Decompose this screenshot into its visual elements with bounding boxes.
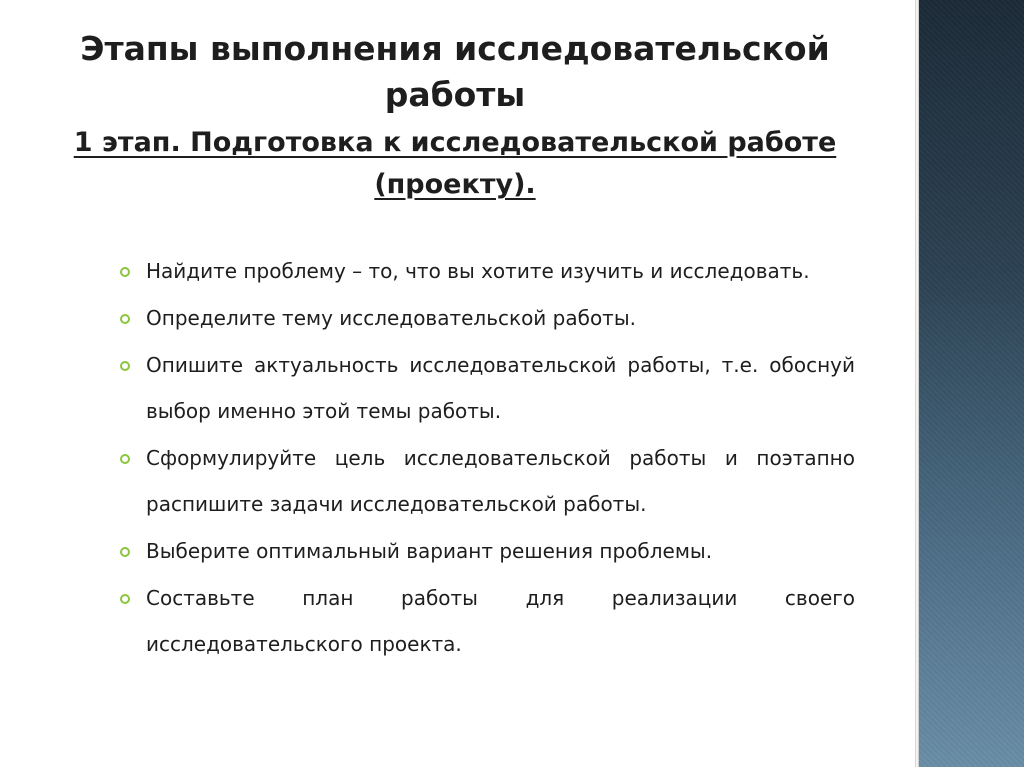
bullet-circle-icon [120, 361, 130, 371]
bullet-item [120, 295, 855, 341]
bullet-item [120, 528, 855, 574]
bullet-text: Найдите проблему – то, что вы хотите изучить и исследовать. [146, 259, 810, 283]
bullet-text: Составьте план работы для реализации своего исследовательского проекта. [146, 586, 855, 656]
bullet-circle-icon [120, 267, 130, 277]
bullet-list [120, 248, 855, 668]
slide-subtitle [40, 122, 870, 206]
bullet-text: Опишите актуальность исследовательской работы, т.е. обоснуй выбор именно этой темы работы. [146, 353, 855, 423]
bullet-text: Сформулируйте цель исследовательской работы и поэтапно распишите задачи исследовательской работы. [146, 446, 855, 516]
bullet-circle-icon [120, 314, 130, 324]
bullet-circle-icon [120, 454, 130, 464]
bullet-item [120, 248, 855, 294]
bullet-text: Определите тему исследовательской работы. [146, 306, 636, 330]
bullet-circle-icon [120, 594, 130, 604]
bullet-item [120, 575, 855, 667]
bullet-circle-icon [120, 547, 130, 557]
bullet-text: Выберите оптимальный вариант решения проблемы. [146, 539, 713, 563]
bullet-item [120, 342, 855, 434]
bullet-item [120, 435, 855, 527]
slide-subtitle-text: 1 этап. Подготовка к исследовательской работе (проекту). [73, 127, 837, 200]
decorative-side-panel [919, 0, 1024, 767]
slide-title: Этапы выполнения исследовательской работы [80, 29, 830, 114]
